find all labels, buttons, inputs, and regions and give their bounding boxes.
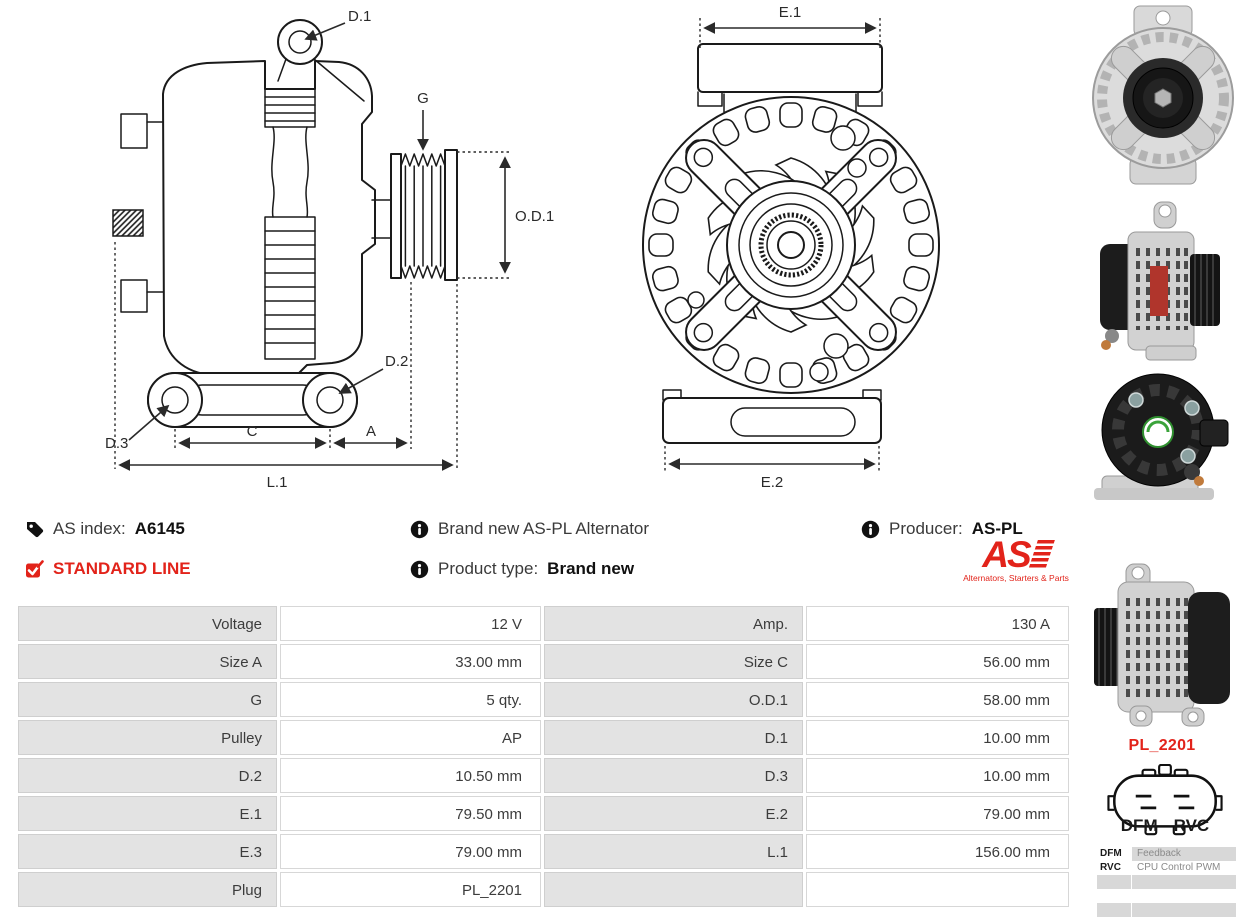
spec-value (806, 872, 1069, 907)
spec-table (18, 606, 1066, 907)
product-photo-rear[interactable] (1088, 368, 1237, 508)
dimension-label-l1: L.1 (266, 474, 288, 491)
legend-spacer (1097, 889, 1236, 901)
spec-label: Size C (544, 644, 803, 679)
side-view-diagram (15, 2, 570, 494)
spec-value: 10.50 mm (280, 758, 541, 793)
legend-empty-cell (1132, 875, 1236, 889)
tag-icon (25, 520, 44, 539)
as-pl-logo-text: AS (982, 534, 1030, 575)
dimension-label-c: C (246, 423, 258, 440)
spec-value: 10.00 mm (806, 758, 1069, 793)
hatched-terminal-block (113, 210, 143, 236)
producer-label: Producer: (889, 519, 963, 538)
spec-value: 58.00 mm (806, 682, 1069, 717)
legend-empty-cell (1132, 903, 1236, 917)
spec-value: 130 A (806, 606, 1069, 641)
spec-label: L.1 (544, 834, 803, 869)
brand-new-line (410, 517, 649, 541)
spec-label: E.1 (18, 796, 277, 831)
spec-value: 79.50 mm (280, 796, 541, 831)
spec-label: Plug (18, 872, 277, 907)
spec-label: D.3 (544, 758, 803, 793)
dimension-label-a: A (365, 423, 377, 440)
product-photo-side-left[interactable] (1090, 538, 1237, 728)
spec-value: 33.00 mm (280, 644, 541, 679)
as-index-value: A6145 (134, 519, 185, 538)
as-pl-logo-stripes (1028, 540, 1055, 570)
dimension-label-e2: E.2 (760, 474, 784, 491)
as-index-line (25, 517, 185, 541)
product-type-value: Brand new (547, 559, 635, 578)
front-view-diagram (610, 0, 946, 500)
spec-value: 12 V (280, 606, 541, 641)
spec-label: D.1 (544, 720, 803, 755)
standard-line-badge (25, 557, 191, 581)
spec-label (544, 872, 803, 907)
spec-label: Pulley (18, 720, 277, 755)
dimension-label-d2: D.2 (385, 353, 409, 370)
spec-label: Amp. (544, 606, 803, 641)
as-pl-logo-tagline: Alternators, Starters & Parts (963, 573, 1069, 583)
dimension-label-e1: E.1 (778, 4, 802, 21)
checkbox-checked-icon (25, 560, 44, 579)
spec-value: 156.00 mm (806, 834, 1069, 869)
spec-value: PL_2201 (280, 872, 541, 907)
standard-line-label: STANDARD LINE (53, 559, 191, 578)
spec-value: 5 qty. (280, 682, 541, 717)
product-type-label: Product type: (438, 559, 539, 578)
legend-term: DFM (1100, 848, 1122, 859)
product-photo-side-right[interactable] (1090, 196, 1237, 364)
spec-label: E.3 (18, 834, 277, 869)
spec-label: O.D.1 (544, 682, 803, 717)
dimension-label-od1: O.D.1 (515, 208, 555, 225)
info-icon (410, 520, 429, 539)
spec-label: D.2 (18, 758, 277, 793)
spec-label: G (18, 682, 277, 717)
producer-value: AS-PL (971, 519, 1023, 538)
product-type-line (410, 557, 634, 581)
as-pl-logo (945, 534, 1087, 583)
brand-new-text: Brand new AS-PL Alternator (438, 519, 650, 538)
plug-pin-names (1100, 816, 1230, 836)
legend-term: RVC (1100, 862, 1121, 873)
pin-label-dfm: DFM (1120, 816, 1158, 835)
spec-value: 79.00 mm (806, 796, 1069, 831)
info-icon (410, 560, 429, 579)
plug-legend-table (1097, 847, 1237, 917)
dimension-label-g: G (417, 90, 429, 107)
spec-label: E.2 (544, 796, 803, 831)
legend-empty-cell (1097, 875, 1131, 889)
spec-label: Voltage (18, 606, 277, 641)
info-icon (861, 520, 880, 539)
dimension-label-d1: D.1 (348, 8, 372, 25)
dimension-label-d3: D.3 (105, 435, 129, 452)
plug-name: PL_2201 (1128, 737, 1196, 754)
spec-value: AP (280, 720, 541, 755)
alternator-body-outline (163, 61, 375, 375)
spec-label: Size A (18, 644, 277, 679)
spec-value: 79.00 mm (280, 834, 541, 869)
pin-label-rvc: RVC (1173, 816, 1210, 835)
product-photo-front[interactable] (1090, 2, 1237, 190)
spec-value: 56.00 mm (806, 644, 1069, 679)
spec-value: 10.00 mm (806, 720, 1069, 755)
as-index-label: AS index: (53, 519, 126, 538)
legend-desc: CPU Control PWM (1137, 862, 1221, 873)
legend-desc: Feedback (1132, 847, 1236, 861)
legend-empty-cell (1097, 903, 1131, 917)
